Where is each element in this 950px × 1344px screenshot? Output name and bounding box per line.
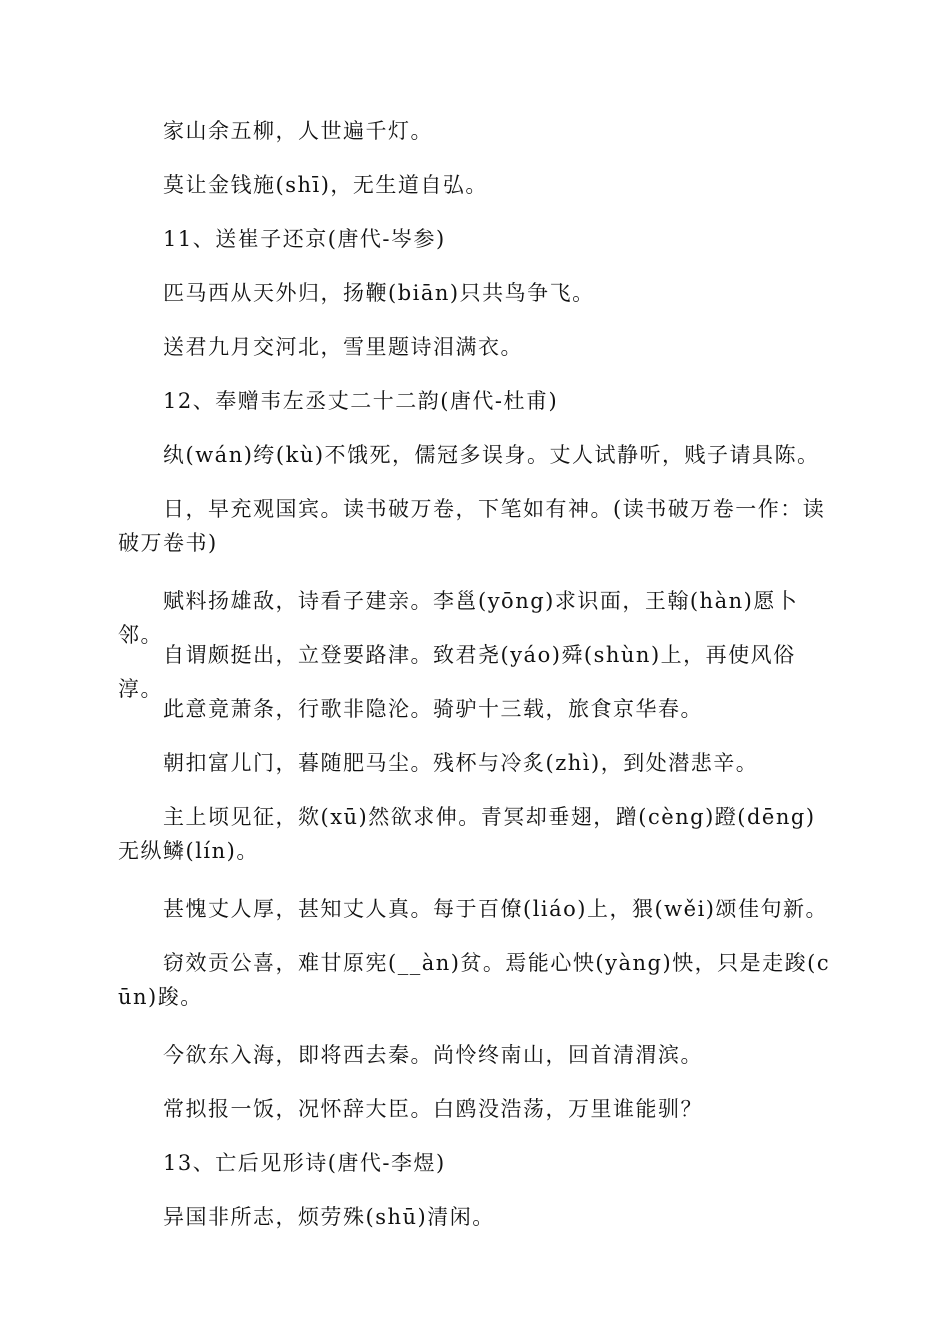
section-heading: 11、送崔子还京(唐代-岑参) xyxy=(163,227,446,251)
paragraph-poem-line: 异国非所志，烦劳殊(shū)清闲。 xyxy=(163,1205,495,1229)
paragraph-poem-line: 纨(wán)绔(kù)不饿死，儒冠多误身。丈人试静听，贱子请具陈。 xyxy=(163,443,820,467)
paragraph-poem-line: 日，早充观国宾。读书破万卷，下笔如有神。(读书破万卷一作：读破万卷书) xyxy=(118,497,826,555)
paragraph-poem-line: 窃效贡公喜，难甘原宪(__àn)贫。焉能心怏(yàng)怏，只是走踆(cūn)踆。 xyxy=(118,951,831,1009)
paragraph-poem-line: 匹马西从天外归，扬鞭(biān)只共鸟争飞。 xyxy=(163,281,595,305)
paragraph-poem-line: 甚愧丈人厚，甚知丈人真。每于百僚(liáo)上，猥(wěi)颂佳句新。 xyxy=(163,897,828,921)
paragraph-poem-line: 常拟报一饭，况怀辞大臣。白鸥没浩荡，万里谁能驯？ xyxy=(163,1097,703,1121)
paragraph-poem-line: 此意竟萧条，行歌非隐沦。骑驴十三载，旅食京华春。 xyxy=(163,697,703,721)
paragraph-poem-line: 主上顷见征，欻(xū)然欲求伸。青冥却垂翅，蹭(cèng)蹬(dēng)无纵鳞(lín)。 xyxy=(118,805,816,863)
paragraph-poem-line: 送君九月交河北，雪里题诗泪满衣。 xyxy=(163,335,523,359)
section-heading: 12、奉赠韦左丞丈二十二韵(唐代-杜甫) xyxy=(163,389,559,413)
paragraph-poem-line: 莫让金钱施(shī)，无生道自弘。 xyxy=(163,173,488,197)
section-heading: 13、亡后见形诗(唐代-李煜) xyxy=(163,1151,446,1175)
paragraph-poem-line: 自谓颇挺出，立登要路津。致君尧(yáo)舜(shùn)上，再使风俗淳。 xyxy=(118,643,796,701)
paragraph-poem-line: 今欲东入海，即将西去秦。尚怜终南山，回首清渭滨。 xyxy=(163,1043,703,1067)
paragraph-poem-line: 家山余五柳，人世遍千灯。 xyxy=(163,119,433,143)
paragraph-poem-line: 朝扣富儿门，暮随肥马尘。残杯与冷炙(zhì)，到处潜悲辛。 xyxy=(163,751,759,775)
paragraph-poem-line: 赋料扬雄敌，诗看子建亲。李邕(yōng)求识面，王翰(hàn)愿卜邻。 xyxy=(118,589,799,647)
